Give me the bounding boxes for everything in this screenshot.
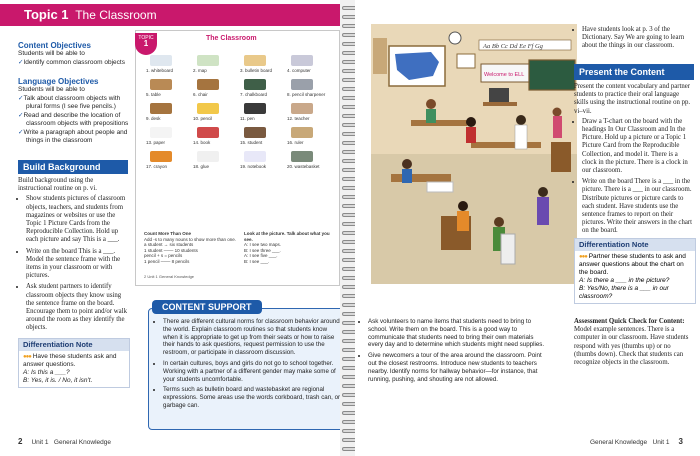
vocab-label: 10. pencil — [193, 116, 213, 121]
talk-line: B: I see three ___. — [244, 247, 281, 253]
vocab-picture — [197, 103, 219, 114]
clock-icon — [449, 32, 461, 44]
poster — [457, 54, 475, 68]
vocab-picture — [244, 79, 266, 90]
student-body — [457, 211, 469, 231]
vocab-label: 15. student — [240, 140, 263, 145]
support-bullet: • Ask volunteers to name items that students need to bring to school. Write them on the board. This is a good way to communicate that students need to bring their own materials every day and to determine which students might need supplies. — [368, 318, 548, 349]
vocabulary-grid — [144, 53, 334, 173]
topic-title — [24, 7, 157, 22]
vocab-picture — [150, 127, 172, 138]
support-bullet: • In certain cultures, boys and girls do not go to school together. Working with a partner of a different gender may make some of your students uncomfortable. — [163, 360, 343, 383]
count-more-than-one-box — [144, 231, 239, 264]
vocab-item — [285, 53, 332, 77]
student-head — [426, 99, 436, 109]
top-bullet: • Have students look at p. 3 of the Dictionary. Say We are going to learn about the things in our classroom. — [582, 26, 694, 51]
classroom-illustration — [371, 24, 577, 284]
content-support-col-2 — [360, 318, 548, 386]
assessment-heading: Assessment Quick Check for Content: — [574, 318, 685, 325]
paper — [427, 182, 453, 192]
vocab-item — [238, 101, 285, 125]
vocab-picture — [197, 151, 219, 162]
student-head — [494, 217, 504, 227]
topic-label: Topic 1 — [24, 7, 69, 22]
vocab-label: 16. ruler — [287, 140, 304, 145]
vocab-label: 14. book — [193, 140, 211, 145]
wastebasket — [501, 234, 515, 264]
differentiation-text: Have these students ask and answer questions. — [23, 353, 117, 368]
vocab-item — [285, 101, 332, 125]
vocab-item — [144, 125, 191, 149]
student-body — [426, 109, 436, 123]
footer-unit: Unit 1 — [31, 439, 49, 446]
panel-footer: 2 Unit 1 General Knowledge — [144, 274, 195, 279]
student-head — [402, 159, 412, 169]
language-objectives-intro: Students will be able to — [18, 86, 85, 93]
vocab-label: 9. desk — [146, 116, 161, 121]
vocab-label: 12. teacher — [287, 116, 310, 121]
vocab-item — [191, 125, 238, 149]
vocab-picture — [291, 127, 313, 138]
build-background-bullet: • Ask student partners to identify classroom objects they know using the sentence frame on the board. Encourage them to point and/or walk around the room as they identify the objects. — [26, 283, 128, 332]
vocab-label: 3. bulletin board — [240, 68, 273, 73]
student-head — [466, 117, 476, 127]
level-dots-icon: ●●● — [23, 354, 31, 360]
vocab-item — [285, 77, 332, 101]
count-line: a student → six students — [144, 242, 194, 247]
table-front — [391, 174, 451, 182]
talk-line: B: I see ___. — [244, 258, 270, 264]
student-head — [538, 187, 548, 197]
vocab-item — [238, 53, 285, 77]
content-support-title: CONTENT SUPPORT — [152, 300, 262, 314]
top-bullet-block — [574, 26, 694, 54]
language-objective-item: ✓ Read and describe the location of classroom objects with prepositions — [18, 112, 130, 128]
present-content — [574, 64, 694, 239]
vocab-item — [144, 77, 191, 101]
count-title: Count More Than One — [144, 231, 191, 236]
vocab-picture — [291, 151, 313, 162]
student-body — [402, 169, 412, 183]
topic-badge — [135, 33, 157, 55]
vocab-item — [285, 125, 332, 149]
language-objective-item: ✓ Write a paragraph about people and things in the classroom — [18, 129, 130, 145]
vocab-item — [144, 53, 191, 77]
differentiation-heading: Differentiation Note — [575, 239, 695, 251]
vocab-label: 19. notebook — [240, 164, 267, 169]
vocab-label: 13. paper — [146, 140, 166, 145]
chalkboard — [529, 60, 575, 90]
vocab-item — [191, 149, 238, 173]
vocab-picture — [291, 55, 313, 66]
vocab-label: 17. crayon — [146, 164, 168, 169]
teacher-head — [516, 115, 526, 125]
language-objectives — [18, 78, 130, 146]
present-content-intro: Present the content vocabulary and partner students to practice their oral language skills using the instructional routine on pp. vi–vii. — [574, 83, 691, 115]
differentiation-line-a: A: Is there a ___ in the picture? — [579, 277, 670, 284]
student-body — [537, 197, 549, 225]
vocab-label: 6. chair — [193, 92, 208, 97]
vocabulary-title: The Classroom — [206, 35, 257, 42]
assessment-block — [574, 318, 694, 367]
chair-right — [551, 142, 571, 172]
vocab-label: 8. pencil sharpener — [287, 92, 326, 97]
page-number: 3 — [678, 437, 683, 446]
differentiation-line-b: B: Yes/No, there is a ___ in our classroom? — [579, 285, 669, 300]
count-line: pencil + s = pencils — [144, 253, 183, 258]
vocab-picture — [197, 127, 219, 138]
vocab-label: 18. glue — [193, 164, 210, 169]
page-number: 2 — [18, 437, 23, 446]
vocab-item — [285, 149, 332, 173]
content-objectives — [18, 42, 130, 68]
topic-name: The Classroom — [75, 8, 157, 22]
vocab-label: 5. table — [146, 92, 161, 97]
vocab-label: 1. whiteboard — [146, 68, 174, 73]
table-center — [471, 142, 541, 148]
footer-subject: General Knowledge — [590, 439, 648, 446]
vocab-item — [144, 149, 191, 173]
support-bullet: • Terms such as bulletin board and wastebasket are regional expressions. Some areas use the words corkboard, trash can, or garbage can. — [163, 386, 343, 409]
count-line: 1 pencil ─── 8 pencils — [144, 258, 190, 264]
student-body — [466, 127, 476, 143]
topic-badge-label: TOPIC — [138, 35, 154, 41]
vocab-picture — [150, 103, 172, 114]
vocab-item — [191, 77, 238, 101]
vocab-picture — [244, 55, 266, 66]
content-support-col-1 — [155, 318, 343, 413]
present-content-bullet: • Write on the board There is a ___ in the picture. There is a ___ in our classroom. Distribute pictures or picture cards to each student. Have students use the sentence frames to report on their pictures. Write their answers in the chart on the board. — [582, 178, 694, 235]
student-head — [458, 201, 468, 211]
vocab-picture — [244, 103, 266, 114]
assessment-text: Model example sentences. There is a computer in our classroom. Have students respond with yes (thumbs up) or no (thumbs down). Check that students can recognize objects in the classroom. — [574, 326, 689, 367]
vocab-picture — [244, 127, 266, 138]
support-bullet: • There are different cultural norms for classroom behavior around the world. Explain classroom routines so that students know when it is appropriate to get up from their seats or how to raise their hands to ask questions, request permission to use the restroom, or participate in classroom discussion. — [163, 318, 343, 357]
count-line: Add -s to many nouns to show more than one. — [144, 236, 237, 242]
vocab-picture — [291, 103, 313, 114]
differentiation-line-b: B: Yes, it is. / No, it isn't. — [23, 377, 93, 384]
content-objectives-heading: Content Objectives — [18, 41, 91, 50]
talk-box — [244, 231, 334, 264]
footer-left — [18, 437, 111, 446]
present-content-bullet: • Draw a T-chart on the board with the headings In Our Classroom and In the Picture. Hold up a picture or a Topic 1 Picture Card from the Reproducible Collection, and model it. There is a clock in the picture. There is a clock in our classroom. — [582, 118, 694, 175]
student-body — [553, 116, 562, 138]
language-objective-item: ✓ Talk about classroom objects with plural forms (I see five pencils.) — [18, 95, 130, 111]
present-content-heading: Present the Content — [574, 64, 694, 80]
footer-subject: General Knowledge — [53, 439, 111, 446]
differentiation-line-a: A: Is this a ___? — [23, 369, 70, 376]
differentiation-note-left — [18, 338, 130, 388]
differentiation-note-right — [574, 238, 696, 304]
build-background-heading: Build Background — [18, 160, 128, 174]
right-page — [355, 0, 700, 456]
shelf — [373, 38, 387, 74]
talk-title: Look at the picture. Talk about what you see. — [244, 231, 330, 242]
vocab-picture — [197, 55, 219, 66]
vocab-picture — [244, 151, 266, 162]
student-head — [553, 108, 562, 117]
computer-desk — [483, 102, 517, 106]
talk-line: A: I see five ___. — [244, 253, 278, 258]
content-objective-item: ✓ Identify common classroom objects — [18, 59, 130, 67]
footer-right — [590, 437, 683, 446]
level-dots-icon: ●●● — [579, 254, 587, 260]
vocab-label: 7. chalkboard — [240, 92, 268, 97]
vocab-item — [191, 101, 238, 125]
teacher-body — [515, 125, 527, 149]
vocab-label: 4. computer — [287, 68, 311, 73]
vocab-item — [144, 101, 191, 125]
vocab-picture — [150, 55, 172, 66]
vocab-item — [238, 149, 285, 173]
table-left — [411, 120, 467, 126]
vocab-picture — [150, 151, 172, 162]
vocab-picture — [291, 79, 313, 90]
build-background — [18, 160, 128, 336]
support-bullet: • Give newcomers a tour of the area around the classroom. Point out the closest restrooms. Introduce new students to teachers nearby. Identify norms for hallway behavior—for instance, that running, pushing, and shouting are not allowed. — [368, 352, 548, 383]
build-background-bullet: • Show students pictures of classroom objects, teachers, and students from magazines or websites or use the Topic 1 Picture Cards from the Reproducible Collection. Hold up each picture and say This is a ___. — [26, 195, 128, 244]
vocab-label: 2. map — [193, 68, 207, 73]
build-background-intro: Build background using the instructional routine on p. vi. — [18, 177, 97, 193]
topic-badge-number: 1 — [143, 39, 149, 48]
vocab-label: 11. pen — [240, 116, 255, 121]
count-line: 1 student ─── 10 students — [144, 247, 198, 253]
build-background-bullet: • Write on the board This is a ___. Model the sentence frame with the items in your classroom or with pictures. — [26, 248, 128, 281]
vocab-label: 20. wastebasket — [287, 164, 320, 169]
alphabet-text: Aa Bb Cc Dd Ee Ff Gg — [483, 43, 543, 50]
content-objectives-intro: Students will be able to — [18, 50, 85, 57]
differentiation-heading: Differentiation Note — [19, 339, 129, 351]
vocabulary-panel — [135, 30, 340, 286]
language-objectives-heading: Language Objectives — [18, 77, 99, 86]
welcome-sign-text: Welcome to ELL — [484, 72, 525, 78]
vocab-picture — [150, 79, 172, 90]
differentiation-text: Partner these students to ask and answer questions about the chart on the board. — [579, 253, 686, 276]
vocab-picture — [197, 79, 219, 90]
vocab-item — [238, 77, 285, 101]
computer — [489, 88, 509, 102]
vocab-item — [191, 53, 238, 77]
vocab-item — [238, 125, 285, 149]
footer-unit: Unit 1 — [652, 439, 670, 446]
talk-line: A: I see two maps. — [244, 242, 282, 247]
